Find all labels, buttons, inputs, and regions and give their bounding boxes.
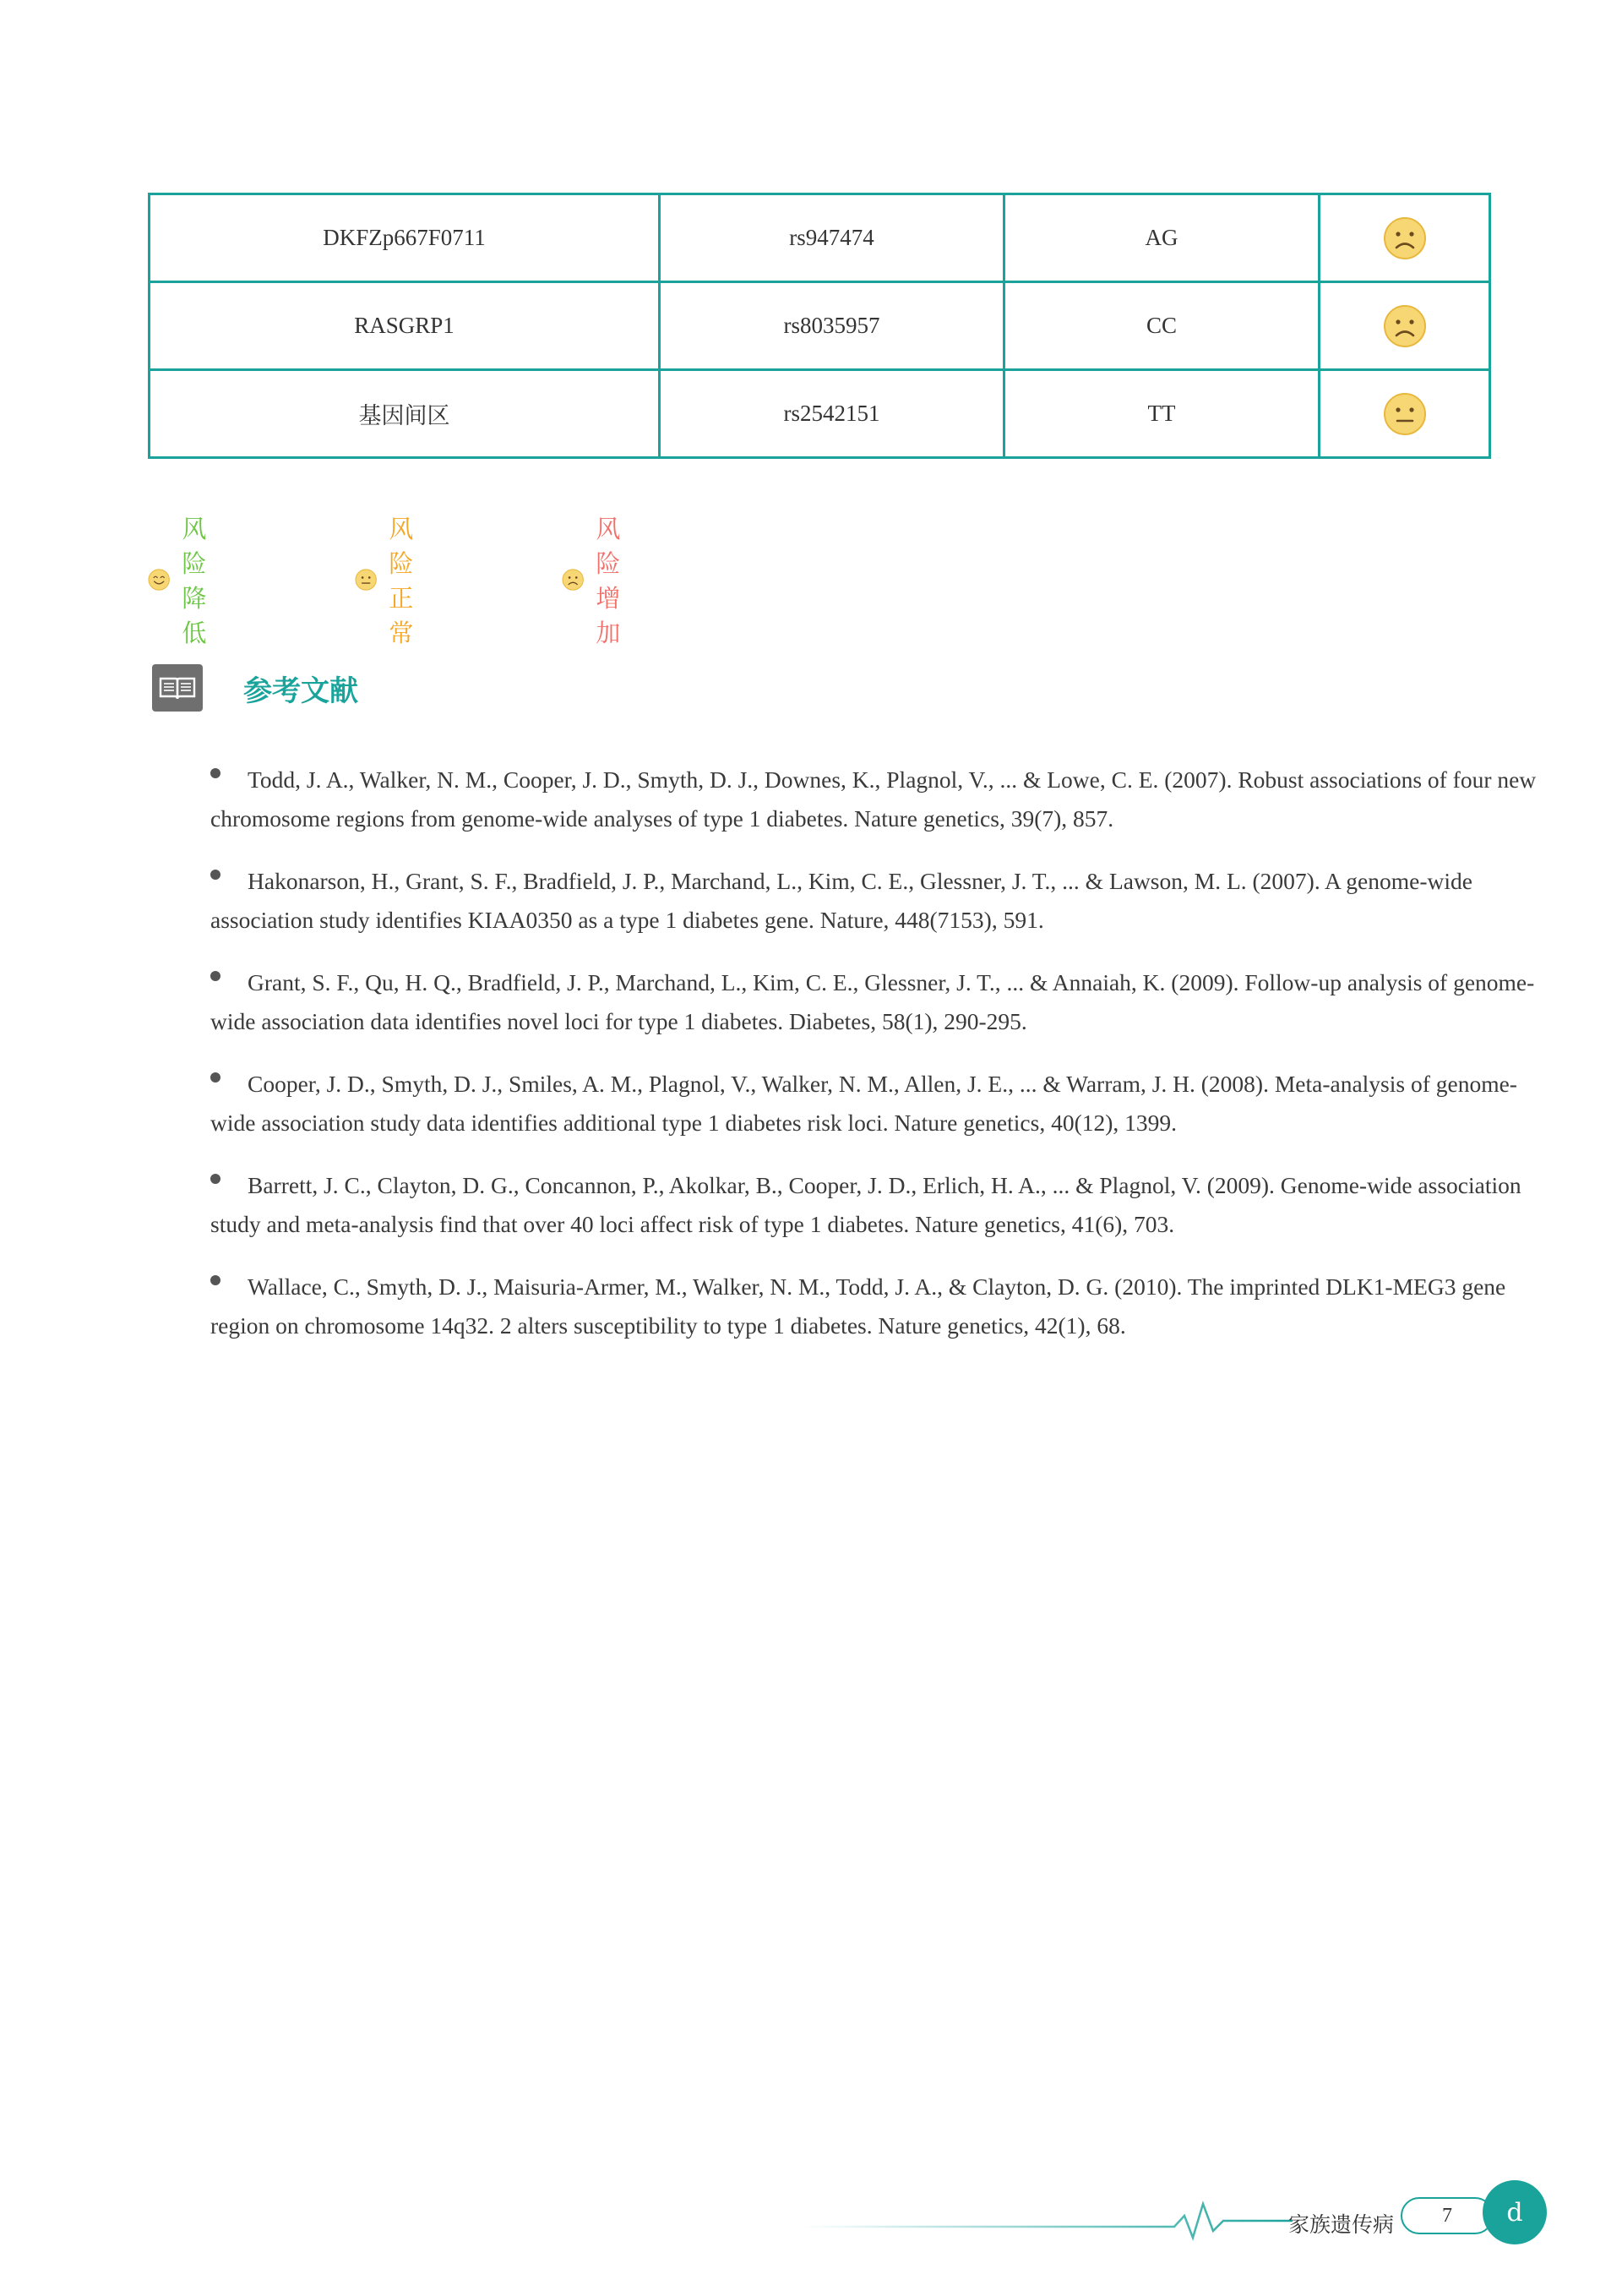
genotype-cell: AG xyxy=(1004,194,1320,282)
legend-decreased xyxy=(148,510,230,649)
risk-cell xyxy=(1320,194,1490,282)
bullet-icon xyxy=(210,870,220,880)
bullet-icon xyxy=(210,1275,220,1285)
reference-text: Todd, J. A., Walker, N. M., Cooper, J. D., Smyth, D. J., Downes, K., Plagnol, V., ... & Lowe, C. E. (2007). Robust associations of four new chromosome regions from genome-wide analyses of type 1 diabetes. Nature genetics, 39(7), 857. xyxy=(210,766,1537,832)
gene-cell: RASGRP1 xyxy=(150,282,660,370)
smile-face-icon xyxy=(148,557,170,603)
table-row xyxy=(150,370,1490,458)
list-item xyxy=(210,1065,1545,1143)
bullet-icon xyxy=(210,971,220,981)
genotype-table xyxy=(148,193,1491,459)
reference-text: Cooper, J. D., Smyth, D. J., Smiles, A. M., Plagnol, V., Walker, N. M., Allen, J. E., ... & Warram, J. H. (2008). Meta-analysis of genome-wide association study data identifies additional type 1 diabetes risk loci. Nature genetics, 40(12), 1399. xyxy=(210,1071,1517,1136)
page-number: 7 xyxy=(1401,2197,1494,2234)
snp-cell: rs2542151 xyxy=(660,370,1004,458)
frown-face-icon xyxy=(1383,216,1427,260)
risk-cell xyxy=(1320,370,1490,458)
reference-text: Barrett, J. C., Clayton, D. G., Concannon, P., Akolkar, B., Cooper, J. D., Erlich, H. A., ... & Plagnol, V. (2009). Genome-wide association study and meta-analysis find that over 40 loci affect risk of type 1 diabetes. Nature genetics, 41(6), 703. xyxy=(210,1172,1521,1237)
legend-label-decreased: 风险降低 xyxy=(182,515,207,647)
neutral-face-icon xyxy=(1383,392,1427,436)
book-icon xyxy=(152,664,203,712)
genotype-cell: CC xyxy=(1004,282,1320,370)
gene-cell: 基因间区 xyxy=(150,370,660,458)
heartbeat-line-icon xyxy=(803,2179,1293,2246)
snp-cell: rs8035957 xyxy=(660,282,1004,370)
legend-label-increased: 风险增加 xyxy=(596,515,621,647)
reference-text: Hakonarson, H., Grant, S. F., Bradfield, J. P., Marchand, L., Kim, C. E., Glessner, J. T., ... & Lawson, M. L. (2007). A genome-wide association study identifies KIAA0350 as a type 1 diabetes gene. Nature, 448(7153), 591. xyxy=(210,868,1472,933)
frown-face-icon xyxy=(562,557,584,603)
reference-text: Wallace, C., Smyth, D. J., Maisuria-Armer, M., Walker, N. M., Todd, J. A., & Clayton, D. G. (2010). The imprinted DLK1-MEG3 gene region on chromosome 14q32. 2 alters susceptibility to type 1 diabetes. Nature genetics, 42(1), 68. xyxy=(210,1273,1506,1339)
genotype-cell: TT xyxy=(1004,370,1320,458)
section-title: 参考文献 xyxy=(243,674,358,708)
bullet-icon xyxy=(210,1174,220,1184)
list-item xyxy=(210,761,1545,838)
page-badge: d xyxy=(1483,2180,1547,2244)
legend-normal xyxy=(355,510,437,649)
frown-face-icon xyxy=(1383,304,1427,348)
snp-cell: rs947474 xyxy=(660,194,1004,282)
bullet-icon xyxy=(210,768,220,778)
references-header xyxy=(152,664,358,712)
list-item xyxy=(210,1268,1545,1345)
neutral-face-icon xyxy=(355,557,377,603)
legend-increased xyxy=(562,510,644,649)
list-item xyxy=(210,1166,1545,1244)
risk-cell xyxy=(1320,282,1490,370)
gene-cell: DKFZp667F0711 xyxy=(150,194,660,282)
reference-text: Grant, S. F., Qu, H. Q., Bradfield, J. P., Marchand, L., Kim, C. E., Glessner, J. T., ... & Annaiah, K. (2009). Follow-up analysis of genome-wide association data identifies novel loci for type 1 diabetes. Diabetes, 58(1), 290-295. xyxy=(210,969,1535,1034)
list-item xyxy=(210,862,1545,940)
references-list xyxy=(210,761,1545,1369)
legend-label-normal: 风险正常 xyxy=(389,515,414,647)
table-row xyxy=(150,282,1490,370)
bullet-icon xyxy=(210,1072,220,1083)
list-item xyxy=(210,963,1545,1041)
table-row xyxy=(150,194,1490,282)
footer-title: 家族遗传病 xyxy=(1288,2212,1395,2237)
